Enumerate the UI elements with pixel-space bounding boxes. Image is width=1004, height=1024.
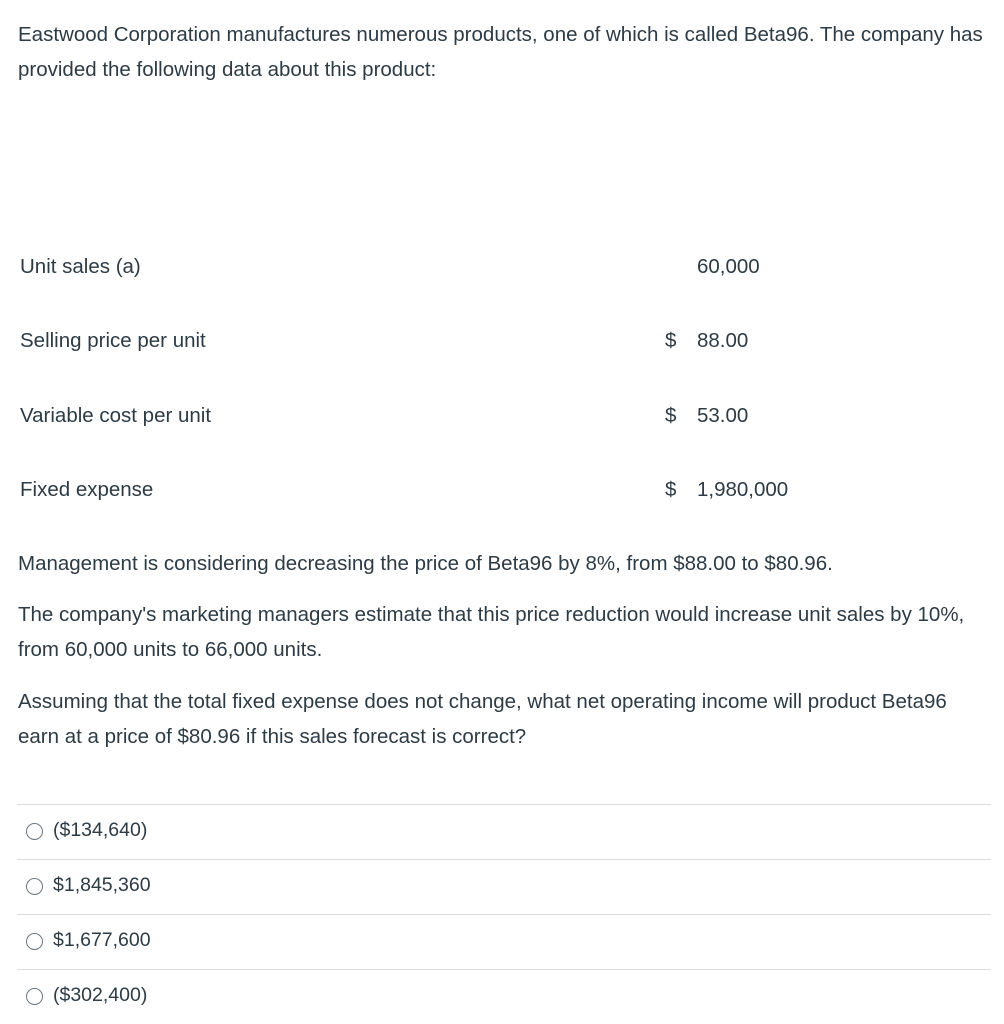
answer-option[interactable] [17, 804, 991, 859]
data-row-fixed-expense [20, 478, 920, 508]
data-label: Selling price per unit [20, 329, 206, 352]
data-label: Variable cost per unit [20, 404, 212, 427]
data-label: Unit sales (a) [20, 255, 141, 278]
currency-symbol: $ [665, 329, 677, 352]
management-paragraph: Management is considering decreasing the price of Beta96 by 8%, from $88.00 to $80.96. [18, 552, 833, 575]
data-value: 60,000 [697, 255, 760, 278]
answer-label[interactable]: $1,677,600 [53, 929, 151, 951]
answer-label[interactable]: ($134,640) [53, 819, 148, 841]
answer-option[interactable] [17, 859, 991, 914]
marketing-paragraph: The company's marketing managers estimate that this price reduction would increase unit sales by 10%, from 60,000 units to 66,000 units. [18, 603, 965, 661]
radio-button[interactable] [26, 988, 43, 1005]
radio-button[interactable] [26, 933, 43, 950]
data-row-selling-price [20, 329, 920, 359]
answer-option[interactable] [17, 914, 991, 969]
answer-label[interactable]: $1,845,360 [53, 874, 151, 896]
data-value: 88.00 [697, 329, 749, 352]
radio-button[interactable] [26, 878, 43, 895]
answer-option[interactable] [17, 969, 991, 1024]
data-value: 53.00 [697, 404, 749, 427]
question-intro: Eastwood Corporation manufactures numerous products, one of which is called Beta96. The company has provided the following data about this product: [18, 23, 983, 81]
data-value: 1,980,000 [697, 478, 789, 501]
currency-symbol: $ [665, 404, 677, 427]
currency-symbol: $ [665, 478, 677, 501]
answer-label[interactable]: ($302,400) [53, 984, 148, 1006]
data-row-variable-cost [20, 404, 920, 434]
question-prompt: Assuming that the total fixed expense does not change, what net operating income will product Beta96 earn at a price of $80.96 if this sales forecast is correct? [18, 690, 947, 748]
data-label: Fixed expense [20, 478, 154, 501]
answer-list [17, 804, 991, 1024]
data-row-unit-sales [20, 255, 920, 285]
radio-button[interactable] [26, 823, 43, 840]
